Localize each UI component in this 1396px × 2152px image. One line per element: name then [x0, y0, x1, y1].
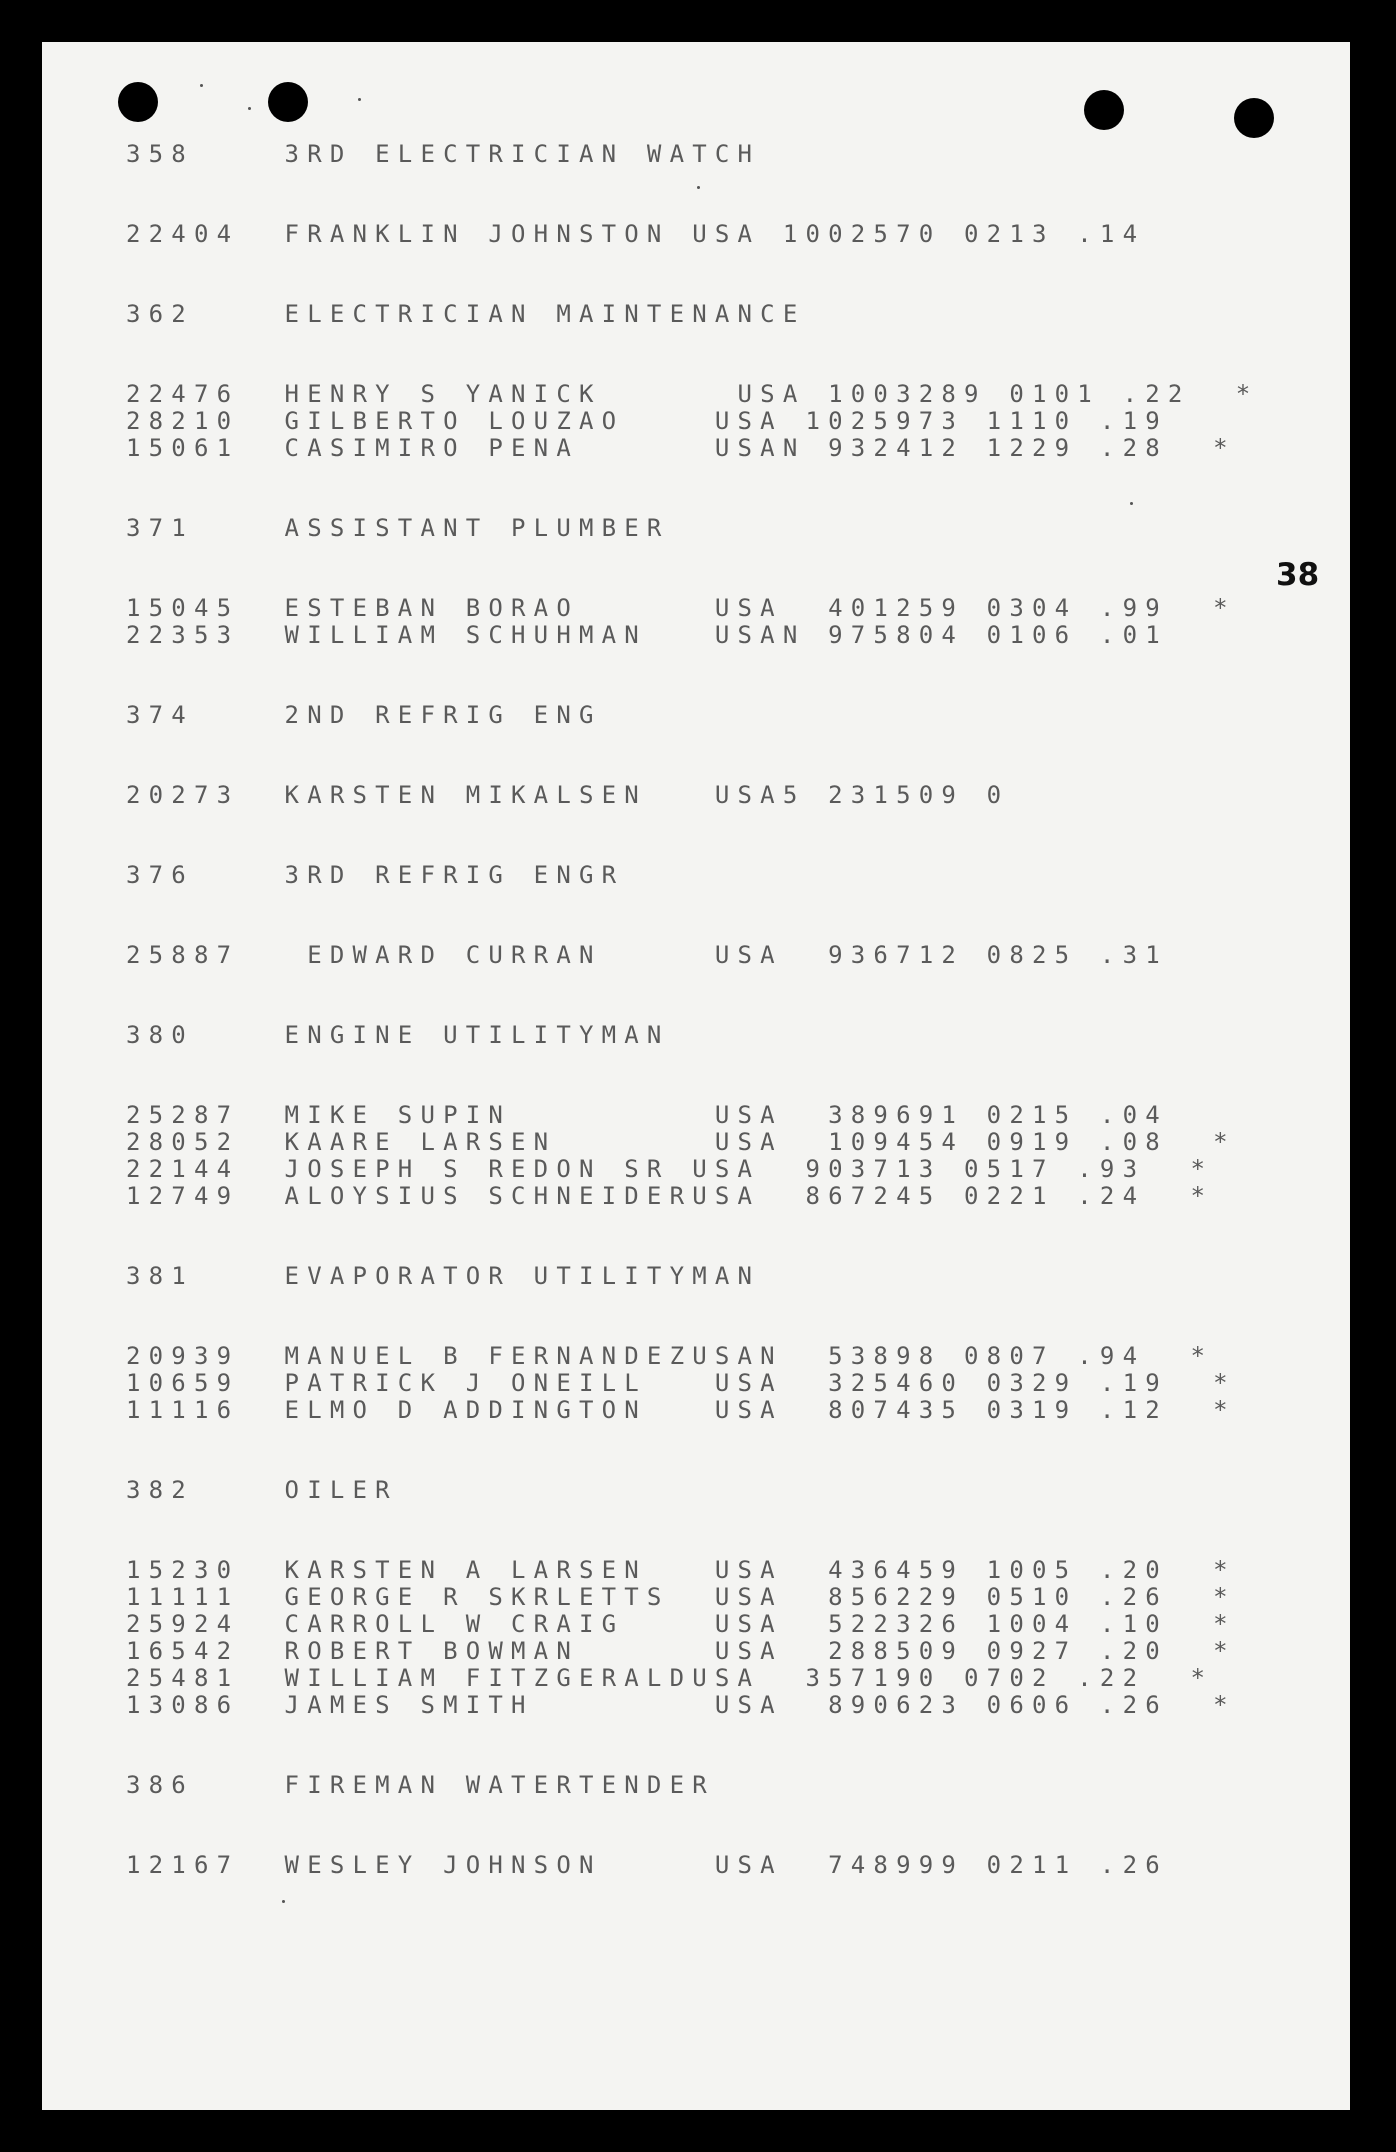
crew-row: 22144 JOSEPH S REDON SR USA 903713 0517 .93 * — [126, 1155, 1214, 1183]
crew-row: 15061 CASIMIRO PENA USAN 932412 1229 .28 * — [126, 434, 1236, 462]
category-title: 381 EVAPORATOR UTILITYMAN — [126, 1262, 761, 1290]
paper-speck — [282, 1900, 285, 1903]
category-title: 386 FIREMAN WATERTENDER — [126, 1771, 715, 1799]
category-title: 371 ASSISTANT PLUMBER — [126, 514, 670, 542]
crew-row: 11111 GEORGE R SKRLETTS USA 856229 0510 .26 * — [126, 1583, 1236, 1611]
page-number: 38 — [1276, 557, 1320, 593]
crew-row: 22353 WILLIAM SCHUHMAN USAN 975804 0106 .01 — [126, 621, 1168, 649]
punch-hole-1 — [118, 82, 158, 122]
crew-row: 11116 ELMO D ADDINGTON USA 807435 0319 .12 * — [126, 1396, 1236, 1424]
paper-speck — [248, 107, 251, 110]
crew-row: 28052 KAARE LARSEN USA 109454 0919 .08 * — [126, 1128, 1236, 1156]
crew-row: 20273 KARSTEN MIKALSEN USA5 231509 0 — [126, 781, 1010, 809]
punch-hole-3 — [1084, 90, 1124, 130]
crew-row: 28210 GILBERTO LOUZAO USA 1025973 1110 .19 — [126, 407, 1168, 435]
paper-speck — [358, 98, 361, 101]
category-title: 382 OILER — [126, 1476, 398, 1504]
crew-row: 25287 MIKE SUPIN USA 389691 0215 .04 — [126, 1101, 1168, 1129]
category-title: 380 ENGINE UTILITYMAN — [126, 1021, 670, 1049]
crew-row: 10659 PATRICK J ONEILL USA 325460 0329 .19 * — [126, 1369, 1236, 1397]
crew-row: 15230 KARSTEN A LARSEN USA 436459 1005 .20 * — [126, 1556, 1236, 1584]
crew-row: 16542 ROBERT BOWMAN USA 288509 0927 .20 * — [126, 1637, 1236, 1665]
crew-row: 25481 WILLIAM FITZGERALDUSA 357190 0702 .22 * — [126, 1664, 1214, 1692]
category-title: 362 ELECTRICIAN MAINTENANCE — [126, 300, 806, 328]
paper-speck — [200, 84, 203, 87]
paper-speck — [1130, 502, 1133, 505]
category-title: 374 2ND REFRIG ENG — [126, 701, 602, 729]
crew-row: 25887 EDWARD CURRAN USA 936712 0825 .31 — [126, 941, 1168, 969]
paper-speck — [697, 186, 700, 189]
crew-row: 22404 FRANKLIN JOHNSTON USA 1002570 0213 .14 — [126, 220, 1146, 248]
crew-row: 13086 JAMES SMITH USA 890623 0606 .26 * — [126, 1691, 1236, 1719]
crew-row: 15045 ESTEBAN BORAO USA 401259 0304 .99 * — [126, 594, 1236, 622]
crew-row: 12749 ALOYSIUS SCHNEIDERUSA 867245 0221 .24 * — [126, 1182, 1214, 1210]
punch-hole-4 — [1234, 98, 1274, 138]
category-title: 376 3RD REFRIG ENGR — [126, 861, 625, 889]
punch-hole-2 — [268, 82, 308, 122]
document-page — [42, 42, 1350, 2110]
crew-row: 25924 CARROLL W CRAIG USA 522326 1004 .10 * — [126, 1610, 1236, 1638]
crew-row: 22476 HENRY S YANICK USA 1003289 0101 .22 * — [126, 380, 1259, 408]
crew-row: 12167 WESLEY JOHNSON USA 748999 0211 .26 — [126, 1851, 1168, 1879]
category-title: 358 3RD ELECTRICIAN WATCH — [126, 140, 761, 168]
crew-row: 20939 MANUEL B FERNANDEZUSAN 53898 0807 .94 * — [126, 1342, 1214, 1370]
